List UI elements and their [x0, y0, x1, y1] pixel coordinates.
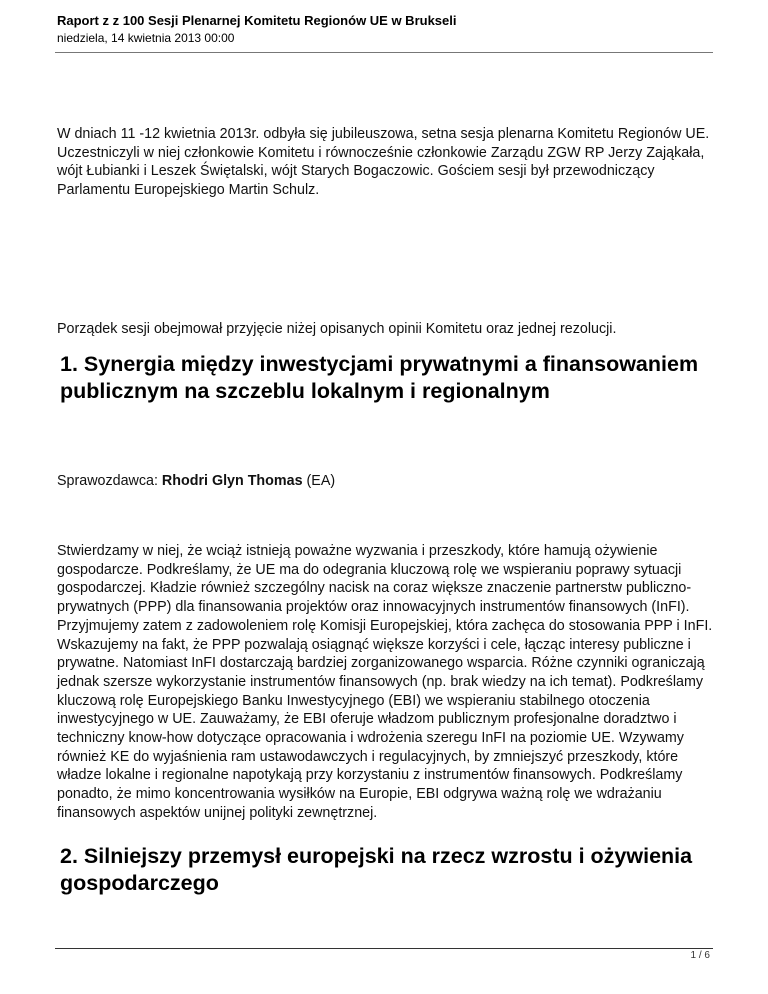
intro-paragraph: W dniach 11 -12 kwietnia 2013r. odbyła się jubileuszowa, setna sesja plenarna Komitetu Regionów UE. Uczestniczyli w niej członkowie Komitetu i równocześnie członkowie Zarządu ZGW RP Jerzy Zająkała, wójt Łubianki i Leszek Świętalski, wójt Starych Bogaczowic. Gościem sesji był przewodniczący Parlamentu Europejskiego Martin Schulz.: [57, 126, 710, 199]
document-header-title: Raport z z 100 Sesji Plenarnej Komitetu Regionów UE w Brukseli: [57, 13, 457, 28]
section-1-heading: 1. Synergia między inwestycjami prywatnymi a finansowaniem publicznym na szczeblu lokalnym i regionalnym: [60, 352, 699, 403]
rapporteur-line: [57, 472, 717, 491]
section-2-heading: 2. Silniejszy przemysł europejski na rzecz wzrostu i ożywienia gospodarczego: [60, 844, 693, 895]
rapporteur-label: Sprawozdawca:: [57, 473, 158, 489]
agenda-paragraph: Porządek sesji obejmował przyjęcie niżej opisanych opinii Komitetu oraz jednej rezolucji.: [57, 321, 617, 337]
document-header-date: niedziela, 14 kwietnia 2013 00:00: [57, 31, 235, 45]
rapporteur-group: (EA): [306, 473, 336, 489]
footer-divider: [55, 948, 713, 949]
rapporteur-name: Rhodri Glyn Thomas: [161, 473, 303, 489]
page-number: 1 / 6: [690, 950, 710, 961]
header-divider: [55, 52, 713, 53]
section-1-body: Stwierdzamy w niej, że wciąż istnieją poważne wyzwania i przeszkody, które hamują ożywienie gospodarcze. Podkreślamy, że UE ma do odegrania kluczową rolę we wspieraniu poprawy sytuacji gospodarczej. Kładzie również szczególny nacisk na coraz większe znaczenie partnerstw publiczno-prywatnych (PPP) dla finansowania projektów oraz innowacyjnych instrumentów finansowych (InFI). Przyjmujemy zatem z zadowoleniem rolę Komisji Europejskiej, która zachęca do stosowania PPP i InFI. Wskazujemy na fakt, że PPP pozwalają osiągnąć większe korzyści i cele, łącząc interesy publiczne i prywatne. Natomiast InFI dostarczają bardziej zorganizowanego wsparcia. Różne czynniki ograniczają jednak szersze wykorzystanie instrumentów finansowych (np. brak wiedzy na ich temat). Podkreślamy kluczową rolę Europejskiego Banku Inwestycyjnego (EBI) we wspieraniu stabilnego otoczenia inwestycyjnego w UE. Zauważamy, że EBI oferuje władzom publicznym profesjonalne doradztwo i techniczny know-how dotyczące opracowania i wdrożenia szeregu InFI na poziomie UE. Wzywamy również KE do wyjaśnienia ram ustawodawczych i regulacyjnych, by zmniejszyć przeszkody, które władze lokalne i regionalne napotykają przy korzystaniu z instrumentów finansowych. Podkreślamy ponadto, że mimo koncentrowania wysiłków na Europie, EBI odgrywa ważną rolę we wdrażaniu finansowych aspektów unijnej polityki zewnętrznej.: [57, 543, 713, 821]
